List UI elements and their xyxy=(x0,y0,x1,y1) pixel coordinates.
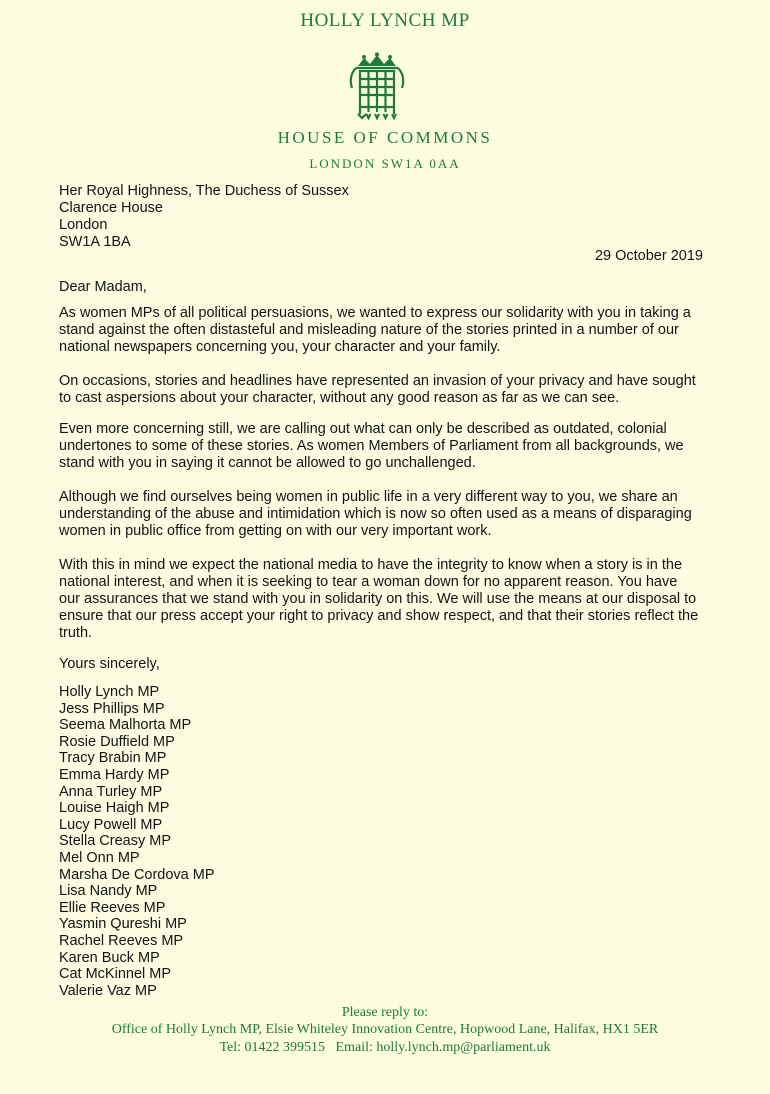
paragraph xyxy=(59,373,709,407)
address-line: Her Royal Highness, The Duchess of Sussex xyxy=(59,183,349,199)
closing: Yours sincerely, xyxy=(59,656,160,672)
letterhead-mp-name: HOLLY LYNCH MP xyxy=(300,10,470,31)
signatory: Karen Buck MP xyxy=(59,949,160,966)
paragraph-line: women in public office from getting on with our very important work. xyxy=(59,523,492,539)
signatory: Yasmin Qureshi MP xyxy=(59,916,187,933)
paragraph-line: Although we find ourselves being women in public life in a very different way to you, we share an xyxy=(59,489,678,505)
paragraph-line: stand with you in saying it cannot be allowed to go unchallenged. xyxy=(59,455,476,471)
signatory: Tracy Brabin MP xyxy=(59,750,167,767)
address-line: London xyxy=(59,217,108,233)
letter-date: 29 October 2019 xyxy=(594,248,703,264)
signatory: Mel Onn MP xyxy=(59,849,140,866)
paragraph-line: ensure that our press accept your right to privacy and show respect, and that their stories reflect the xyxy=(59,608,699,624)
address-line: SW1A 1BA xyxy=(59,234,131,250)
paragraph-line: On occasions, stories and headlines have represented an invasion of your privacy and have sought xyxy=(59,373,696,389)
signatory: Anna Turley MP xyxy=(59,783,163,800)
signatory: Rosie Duffield MP xyxy=(59,733,175,750)
salutation: Dear Madam, xyxy=(59,279,147,295)
letterhead-house: HOUSE OF COMMONS xyxy=(277,128,493,147)
letterhead-location: LONDON SW1A 0AA xyxy=(309,156,461,171)
paragraph xyxy=(59,557,709,642)
signatory-list xyxy=(59,684,215,999)
paragraph-line: understanding of the abuse and intimidation which is now so often used as a means of disparaging xyxy=(59,506,692,522)
signatory: Holly Lynch MP xyxy=(59,684,160,700)
paragraph-line: our assurances that we stand with you in solidarity on this. We will use the means at our disposal to xyxy=(59,591,697,607)
signatory: Louise Haigh MP xyxy=(59,800,170,817)
paragraph-line: to cast aspersions about your character, without any good reason as far as we can see. xyxy=(59,390,620,406)
paragraph-line: national interest, and when it is seeking to tear a woman down for no apparent reason. You have xyxy=(59,574,678,590)
paragraph xyxy=(59,489,709,540)
paragraph xyxy=(59,421,709,472)
signatory: Stella Creasy MP xyxy=(59,833,172,850)
paragraph-line: national newspapers concerning you, your character and your family. xyxy=(59,339,501,355)
paragraph-line: With this in mind we expect the national media to have the integrity to know when a story is in the xyxy=(59,557,683,573)
paragraph-line: undertones to some of these stories. As women Members of Parliament from all backgrounds, we xyxy=(59,438,684,454)
signatory: Ellie Reeves MP xyxy=(59,899,166,916)
paragraph-line: As women MPs of all political persuasions, we wanted to express our solidarity with you in taking a xyxy=(59,305,691,321)
signatory: Emma Hardy MP xyxy=(59,766,170,783)
signatory: Valerie Vaz MP xyxy=(59,982,157,999)
signatory: Lucy Powell MP xyxy=(59,816,163,833)
address-line: Clarence House xyxy=(59,200,163,216)
paragraph-line: Even more concerning still, we are calling out what can only be described as outdated, colonial xyxy=(59,421,667,437)
footer-reply-label: Please reply to: xyxy=(341,1005,429,1020)
footer-contact: Tel: 01422 399515 Email: holly.lynch.mp@parliament.uk xyxy=(219,1040,551,1055)
footer-office-address: Office of Holly Lynch MP, Elsie Whiteley Innovation Centre, Hopwood Lane, Halifax, HX1 5ER xyxy=(111,1022,659,1037)
paragraph-line: truth. xyxy=(59,625,93,641)
signatory: Jess Phillips MP xyxy=(59,700,165,717)
signatory: Rachel Reeves MP xyxy=(59,932,184,949)
recipient-address xyxy=(59,183,349,251)
paragraph-line: stand against the often distasteful and misleading nature of the stories printed in a number of our xyxy=(59,322,679,338)
paragraph xyxy=(59,305,709,356)
signatory: Marsha De Cordova MP xyxy=(59,866,215,883)
signatory: Cat McKinnel MP xyxy=(59,966,172,983)
signatory: Seema Malhorta MP xyxy=(59,717,192,734)
portcullis-icon xyxy=(344,52,410,120)
signatory: Lisa Nandy MP xyxy=(59,883,158,900)
